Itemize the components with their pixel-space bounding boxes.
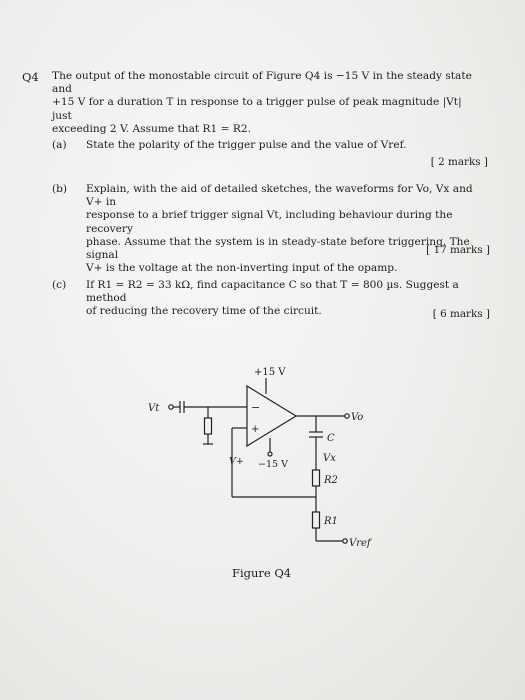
cap-label: C [327,433,335,444]
output-terminal [345,414,349,418]
r2-label: R2 [324,475,338,486]
neg-supply-label: −15 V [258,459,288,470]
input-terminal [169,405,173,409]
part-c-label: (c) [52,279,67,291]
part-b-line-4: V+ is the voltage at the non-inverting input of the opamp. [86,262,398,275]
noninverting-sign: + [251,424,260,435]
intro-line-2: +15 V for a duration T in response to a trigger pulse of peak magnitude |Vt| just [52,96,462,122]
part-b-marks: [ 17 marks ] [426,244,490,256]
resistor-r2 [313,470,320,486]
vplus-label: V+ [229,456,244,467]
part-b-line-1: Explain, with the aid of detailed sketches, the waveforms for Vo, Vx and V+ in [86,183,473,209]
r1-label: R1 [324,516,338,527]
opamp-triangle [247,386,296,446]
output-label: Vo [351,412,364,423]
part-a-marks: [ 2 marks ] [430,156,488,168]
part-c-marks: [ 6 marks ] [432,308,490,320]
part-b-label: (b) [52,183,68,195]
vx-label: Vx [323,453,336,464]
vref-label: Vref [349,538,371,549]
resistor-r1 [313,512,320,528]
intro-line-3: exceeding 2 V. Assume that R1 = R2. [52,122,251,135]
part-b-line-3: phase. Assume that the system is in steady-state before triggering. The signal [86,235,470,262]
neg-supply-terminal [268,452,272,456]
vref-terminal [343,539,347,543]
part-a-line-1: State the polarity of the trigger pulse and the value of Vref. [86,139,407,151]
question-number: Q4 [22,70,39,84]
inverting-sign: − [251,401,261,414]
figure-caption: Figure Q4 [232,566,292,580]
part-c-line-1: If R1 = R2 = 33 kΩ, find capacitance C so that T = 800 µs. Suggest a method [86,279,459,305]
input-label: Vt [148,403,160,414]
part-a-label: (a) [52,139,67,151]
intro-line-1: The output of the monostable circuit of Figure Q4 is −15 V in the steady state and [52,70,472,96]
pos-supply-label: +15 V [254,367,286,378]
part-b-line-2: response to a brief trigger signal Vt, including behaviour during the recovery [86,209,453,235]
input-resistor [205,418,212,434]
part-c-line-2: of reducing the recovery time of the circuit. [86,305,322,318]
